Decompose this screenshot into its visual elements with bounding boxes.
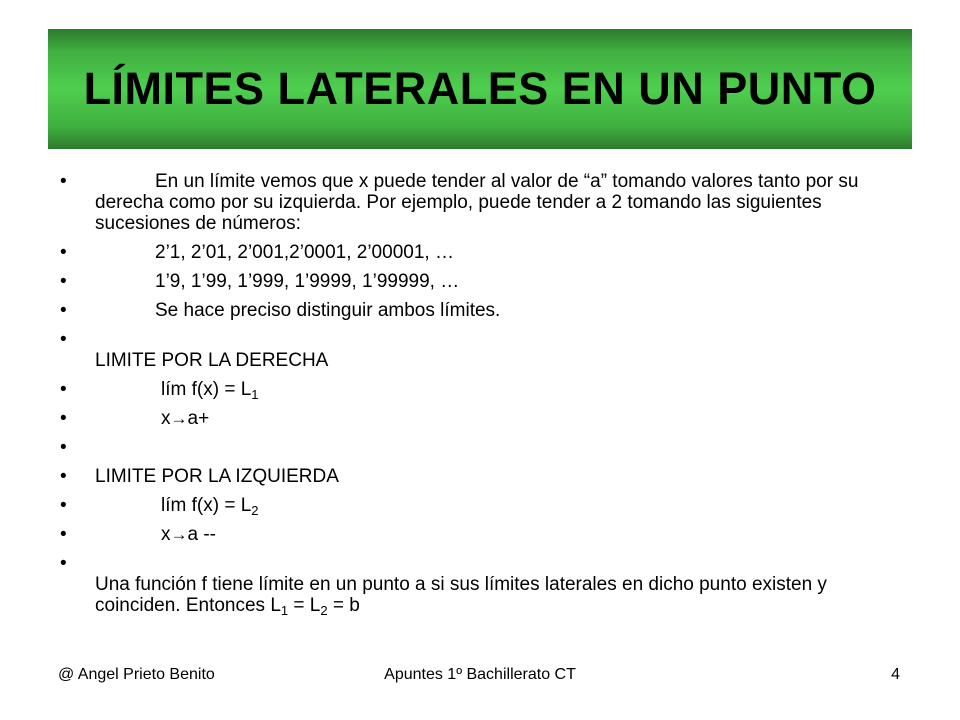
- title-banner: [48, 29, 912, 149]
- arrow-right-icon: →: [170, 525, 188, 544]
- bullet-intro: [60, 171, 900, 234]
- intro-text: En un límite vemos que x puede tender al valor de “a” tomando valores tanto por su derecha como por su izquierda. Por ejemplo, puede tender a 2 tomando las siguientes sucesiones de números:: [95, 171, 859, 234]
- bullet-conclusion: [60, 553, 900, 616]
- conclusion-text: Una función f tiene límite en un punto a si sus límites laterales en dicho punto existen y coinciden. Entonces $L_1 = L_2 = b$: [95, 574, 827, 618]
- right-lim-expression: lím $f(x) = L_1$: [161, 379, 259, 402]
- footer-course: Apuntes 1º Bachillerato CT: [384, 666, 576, 683]
- bullet-right-heading: [60, 329, 900, 371]
- bullet-left-lim: [60, 495, 900, 516]
- bullet-right-lim: [60, 379, 900, 400]
- slide-title: LÍMITES LATERALES EN UN PUNTO: [83, 63, 877, 114]
- right-limit-heading: LIMITE POR LA DERECHA: [95, 350, 329, 371]
- bullet-left-x: [60, 524, 900, 545]
- bullet-dot: •: [60, 300, 67, 321]
- bullet-dot: •: [60, 242, 67, 263]
- bullet-right-x: [60, 408, 900, 429]
- bullet-dot: •: [60, 495, 67, 516]
- slide-body: [60, 171, 900, 624]
- bullet-dot: •: [60, 171, 67, 192]
- footer-page-number: 4: [891, 666, 900, 683]
- bullet-distinguish: [60, 300, 900, 321]
- left-x-approach: x→a --: [161, 524, 216, 545]
- bullet-dot: •: [60, 408, 67, 429]
- bullet-dot: •: [60, 466, 67, 487]
- bullet-dot: •: [60, 524, 67, 545]
- bullet-seq-left: [60, 271, 900, 292]
- arrow-right-icon: →: [170, 409, 188, 428]
- bullet-seq-right: [60, 242, 900, 263]
- right-x-approach: x→a+: [161, 408, 210, 429]
- bullet-empty: [60, 437, 900, 458]
- bullet-dot: •: [60, 553, 67, 574]
- sequence-right: 2’1, 2’01, 2’001,2’0001, 2’00001, …: [155, 242, 454, 263]
- bullet-dot: •: [60, 437, 67, 458]
- distinguish-text: Se hace preciso distinguir ambos límites.: [155, 300, 501, 321]
- bullet-dot: •: [60, 379, 67, 400]
- sequence-left: 1’9, 1’99, 1’999, 1’9999, 1’99999, …: [155, 271, 460, 292]
- subscript-2: 2: [251, 503, 259, 518]
- footer-author: @ Angel Prieto Benito: [58, 666, 215, 683]
- left-lim-expression: lím $f(x) = L_2$: [161, 495, 259, 518]
- bullet-dot: •: [60, 271, 67, 292]
- bullet-left-heading: [60, 466, 900, 487]
- left-limit-heading: LIMITE POR LA IZQUIERDA: [95, 466, 339, 487]
- bullet-dot: •: [60, 329, 67, 350]
- subscript-1: 1: [251, 387, 259, 402]
